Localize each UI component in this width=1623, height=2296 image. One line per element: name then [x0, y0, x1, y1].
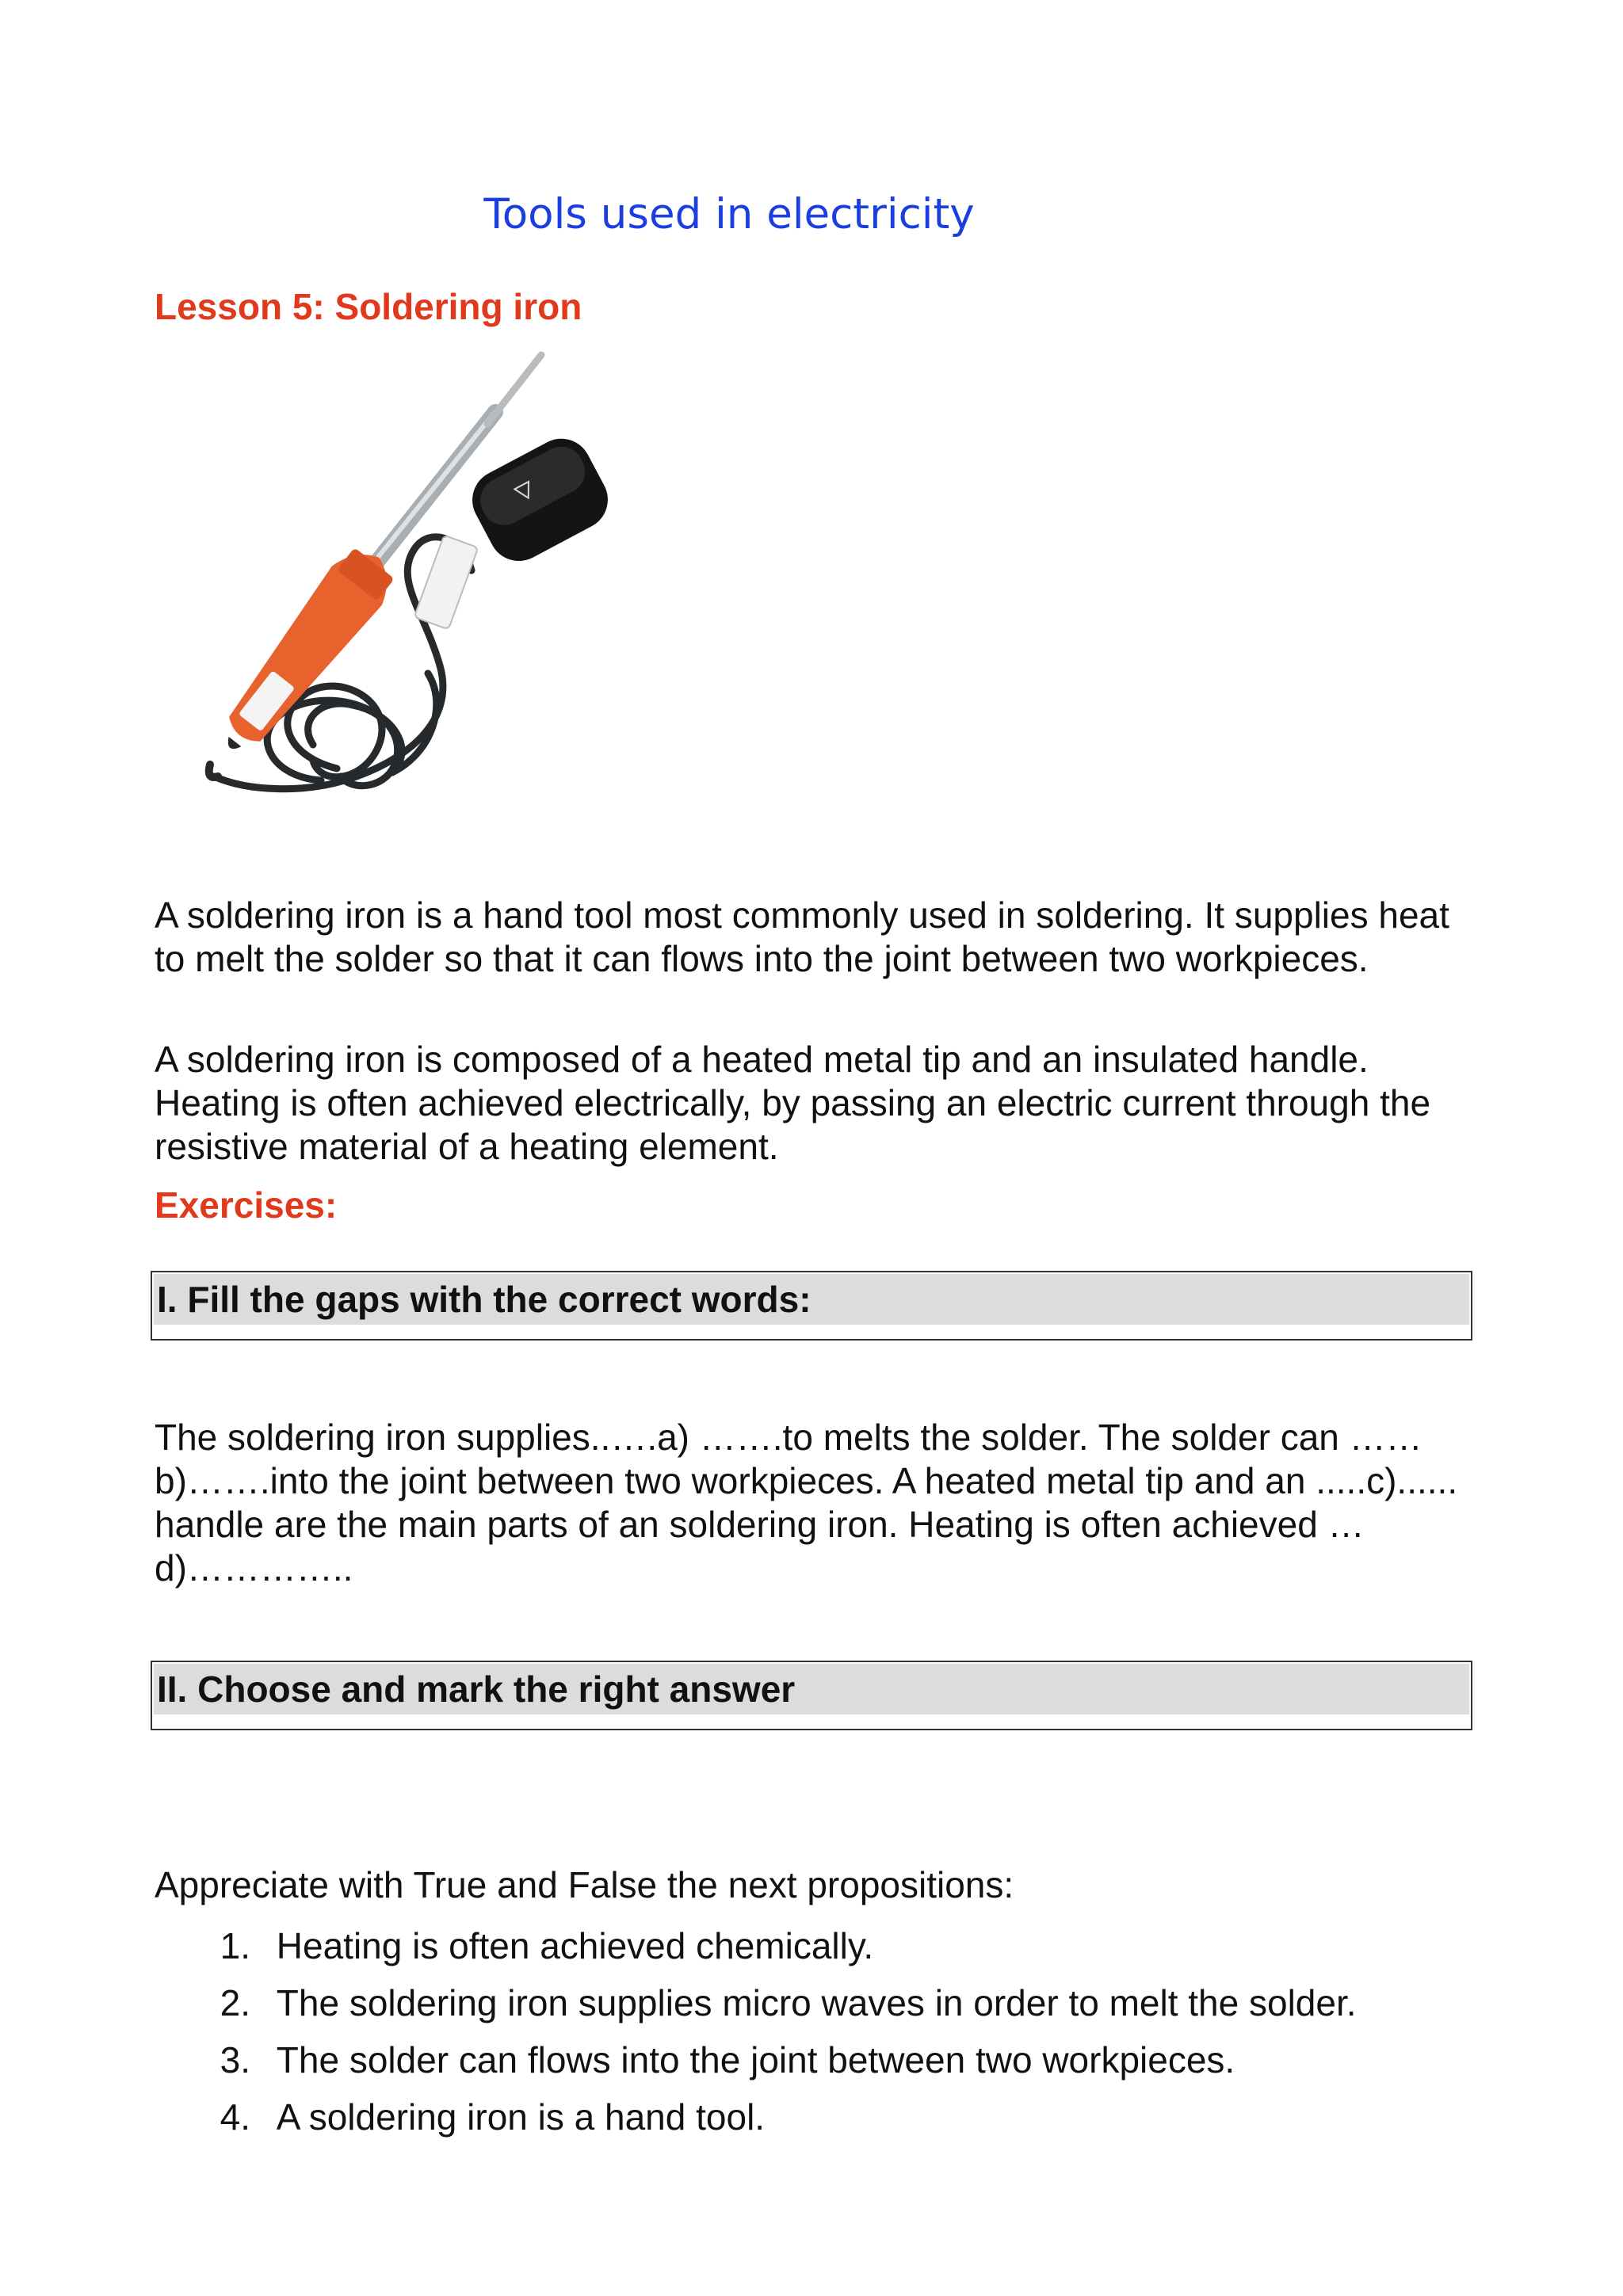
list-item	[155, 1920, 1357, 1978]
fill-gaps-text: The soldering iron supplies..….a) …….to melts the solder. The solder can ……b)…….into the joint between two workpieces. A heated metal tip and an .....c)...... handle are the main parts of an soldering iron. Heating is often achieved …d)…………..	[155, 1417, 1458, 1589]
paragraph-description: A soldering iron is a hand tool most commonly used in soldering. It supplies heat to melt the solder so that it can flows into the joint between two workpieces.	[155, 894, 1449, 979]
true-false-intro: Appreciate with True and False the next propositions:	[155, 1864, 1014, 1905]
list-item	[155, 2035, 1357, 2092]
list-item-text: The soldering iron supplies micro waves in order to melt the solder.	[276, 1982, 1357, 2023]
lesson-heading: Lesson 5: Soldering iron	[155, 286, 582, 327]
list-item-text: The solder can flows into the joint between two workpieces.	[276, 2039, 1235, 2081]
list-item-number: 4.	[220, 2096, 250, 2138]
section-2-box	[151, 1661, 1472, 1730]
list-item	[155, 2092, 1357, 2149]
section-2-heading: II. Choose and mark the right answer	[154, 1664, 1469, 1714]
section-1-heading: I. Fill the gaps with the correct words:	[154, 1274, 1469, 1325]
list-item-text: A soldering iron is a hand tool.	[276, 2096, 766, 2138]
page-title: Tools used in electricity	[483, 190, 975, 238]
section-1-box	[151, 1271, 1472, 1341]
list-item-text: Heating is often achieved chemically.	[276, 1925, 874, 1966]
exercises-heading: Exercises:	[155, 1184, 338, 1226]
paragraph-composition: A soldering iron is composed of a heated metal tip and an insulated handle. Heating is often achieved electrically, by passing an electric current through the resistive material of a heating element.	[155, 1039, 1431, 1167]
list-item-number: 3.	[220, 2039, 250, 2081]
list-item	[155, 1978, 1357, 2035]
list-item-number: 2.	[220, 1982, 250, 2023]
propositions-list	[155, 1920, 1357, 2149]
soldering-iron-image	[155, 349, 662, 824]
list-item-number: 1.	[220, 1925, 250, 1966]
